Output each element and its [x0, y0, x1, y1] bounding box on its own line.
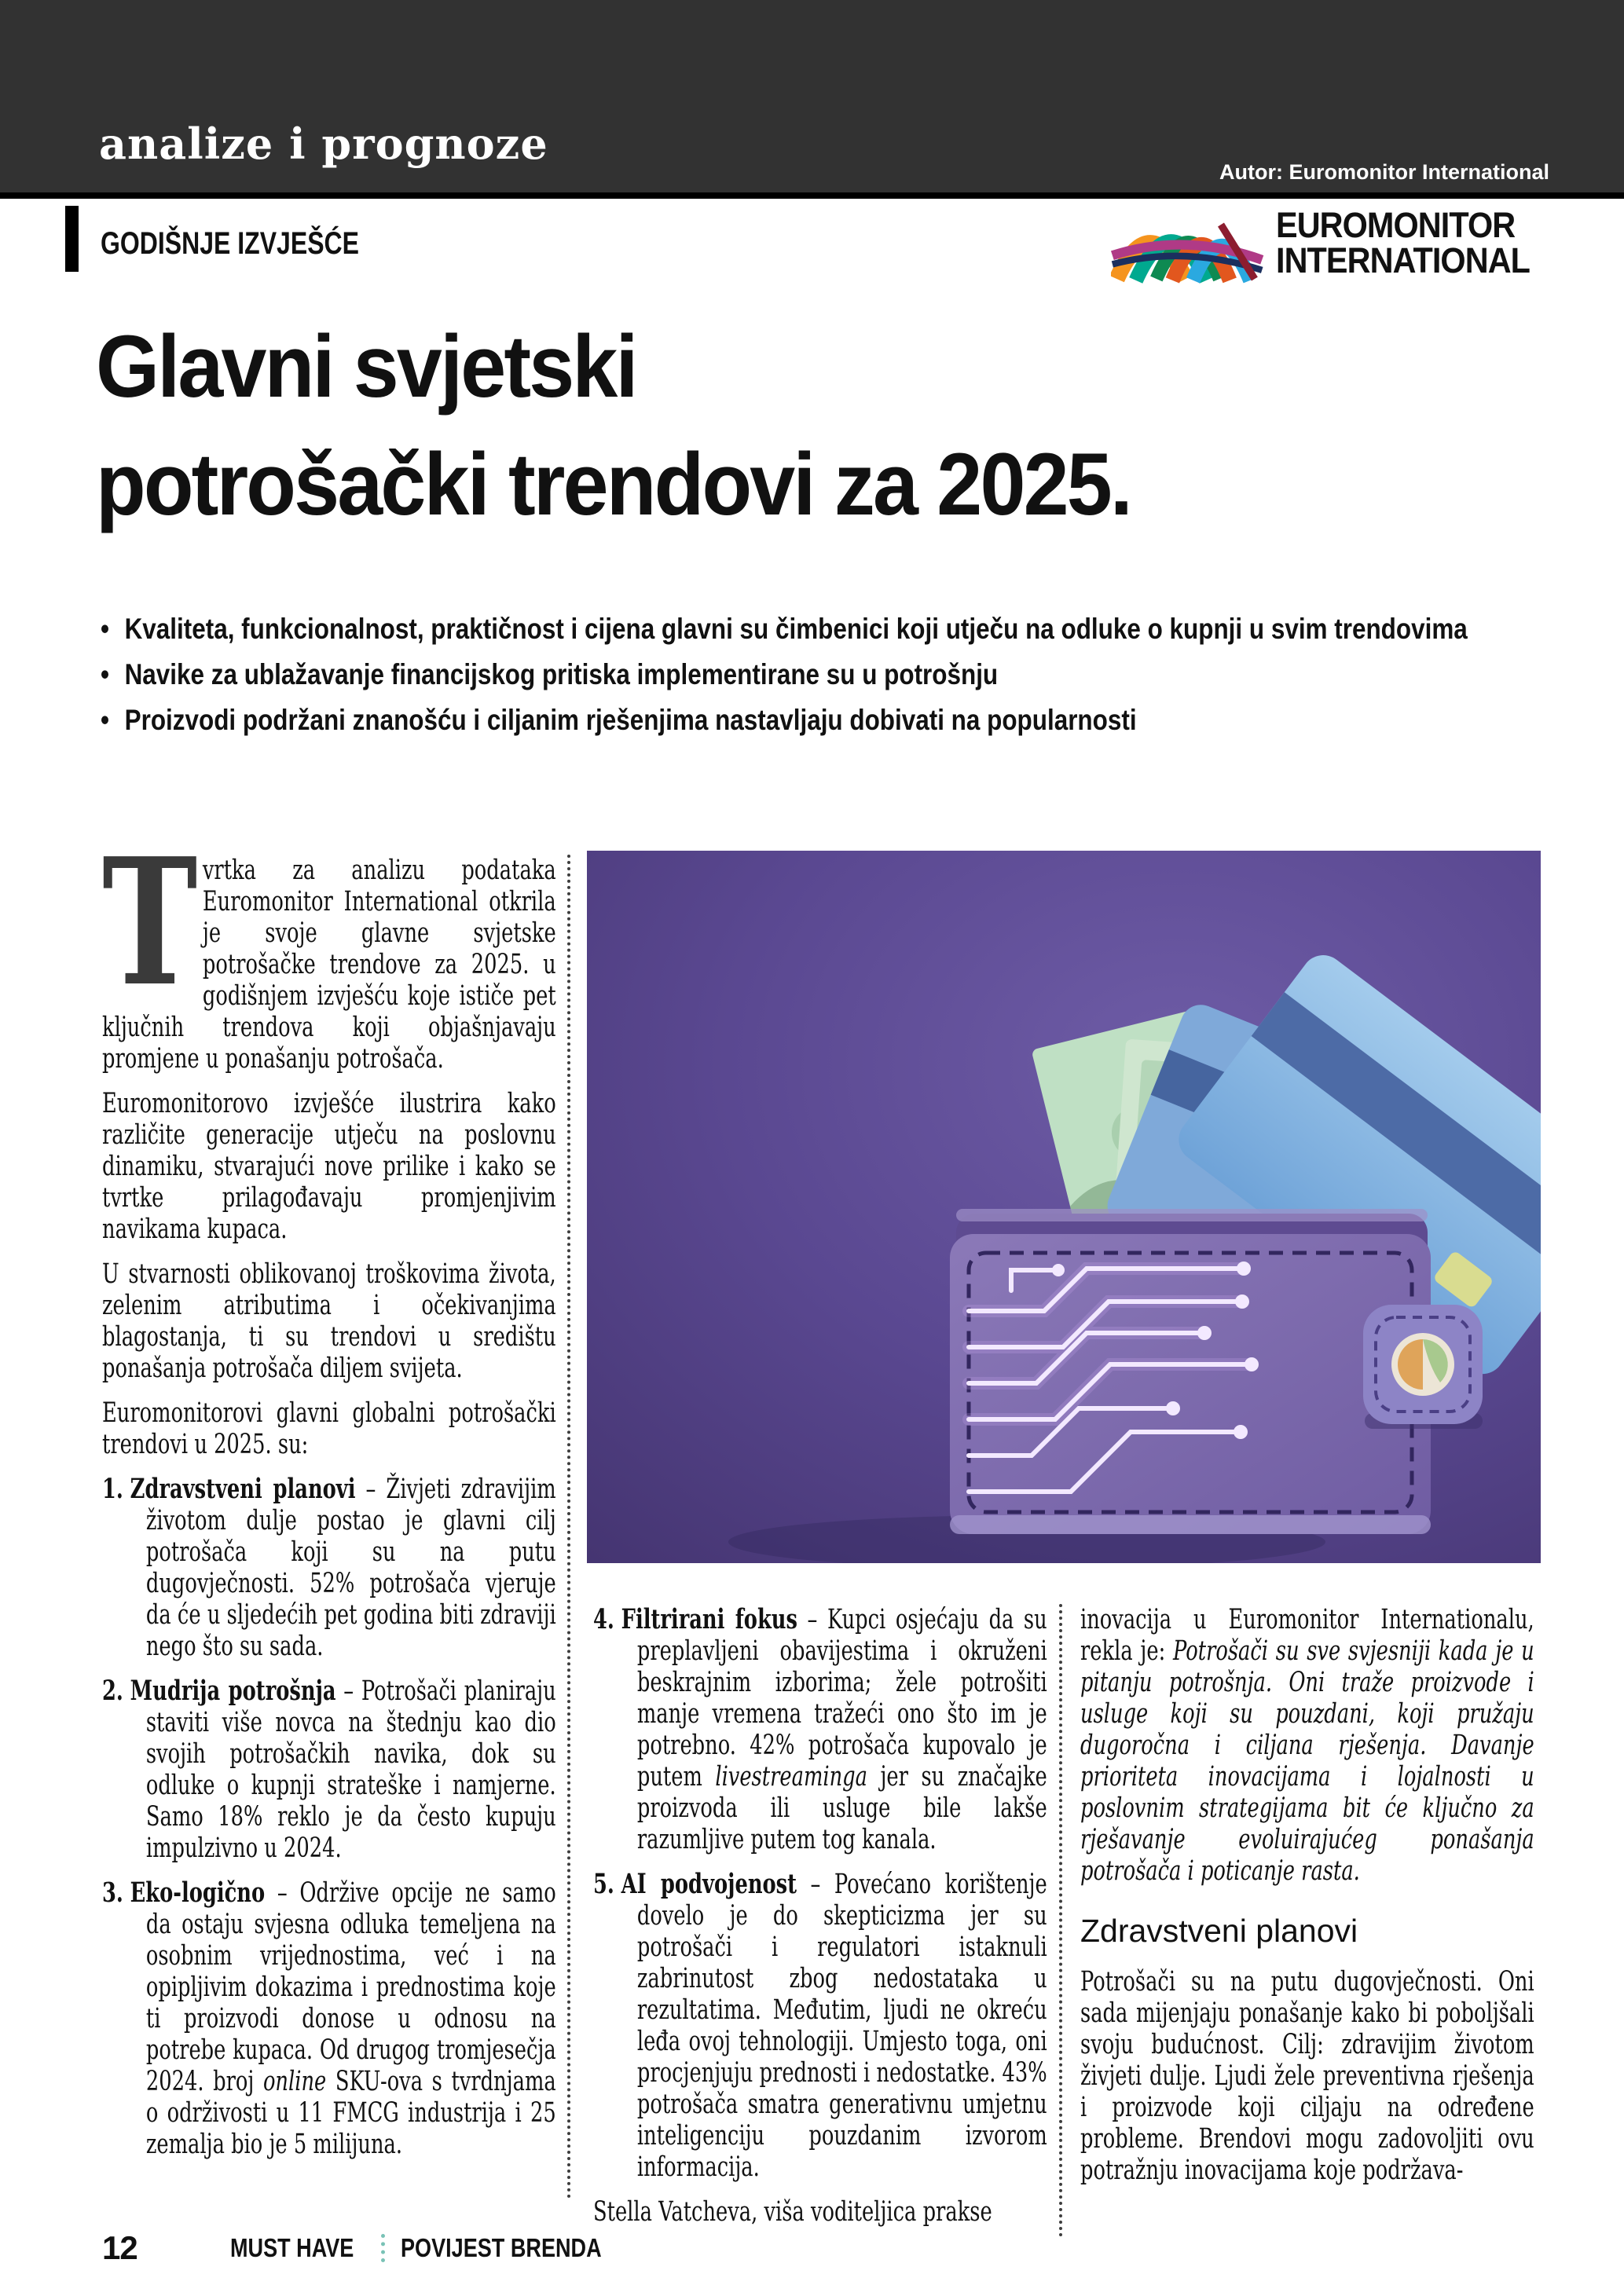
footer-section-name: POVIJEST BRENDA [400, 2233, 602, 2262]
bullet-icon: • [101, 658, 110, 690]
byline: Stella Vatcheva, viša voditeljica prakse [593, 2196, 992, 2228]
item-text: Živjeti zdravijim životom dulje postao je glavni cilj potrošača koji su na putu dugovječnosti. 52% potrošača vjeruje da će u sljedećih pet godina biti zdraviji nego što su sada. [145, 1474, 556, 1662]
article-column-2 [593, 1604, 1047, 2242]
item-number: 3. [102, 1877, 123, 1909]
trend-item-1 [102, 1474, 556, 1662]
author-credit: Autor: Euromonitor International [1219, 160, 1549, 184]
subheading-wrap [1080, 1915, 1534, 1949]
item-label: Filtrirani fokus [621, 1604, 797, 1635]
page-footer [102, 2229, 645, 2267]
footer-dotted-separator-icon [381, 2234, 385, 2262]
digital-wallet-illustration [587, 851, 1541, 1563]
item-text: SKU-ova s tvrdnjama o održivosti u 11 FMCG industrija i 25 zemalja bio je 5 milijuna. [145, 2066, 556, 2160]
euromonitor-logo [1111, 203, 1552, 283]
trend-item-3 [102, 1877, 556, 2160]
article-headline [96, 308, 1131, 544]
item-dash: – [355, 1474, 387, 1505]
headline-line2: potrošački trendovi za 2025. [96, 435, 1131, 533]
item-text: Potrošači planiraju staviti više novca na štednju kao dio svojih potrošačkih navika, dok su odluke o kupnji strateške i namjerne. Samo 18% reklo je da često kupuju impulzivno u 2024. [145, 1675, 556, 1864]
bullet-text: Kvaliteta, funkcionalnost, praktičnost i cijena glavni su čimbenici koji utječu na odluke o kupnji u svim trendovima [124, 613, 1468, 645]
paragraph-text: vrtka za analizu podataka Euromonitor International otkrila je svoje glavne svjetske potrošačke trendove za 2025. u godišnjem izvješću koje ističe pet ključnih trendova koji objašnjavaju promjene u ponašanju potrošača. [102, 855, 556, 1075]
item-number: 2. [102, 1675, 123, 1707]
paragraph-quote [1080, 1604, 1534, 1887]
trend-item-4 [593, 1604, 1047, 1855]
logo-line2: INTERNATIONAL [1275, 240, 1530, 280]
footer-magazine-name: MUST HAVE [229, 2233, 354, 2262]
quote-italic: Potrošači su sve svjesniji kada je u pitanju potrošnja. Oni traže proizvode i usluge koji su pouzdani, koji pružaju dugoročna i ciljana rješenja. Davanje prioriteta inovacijama i lojalnosti u poslovnim strategijama bit će ključno za rješavanje evoluirajućeg ponašanja potrošača i poticanje rasta. [1080, 1635, 1534, 1887]
euromonitor-arches-icon [1111, 203, 1265, 283]
bullet-icon: • [101, 613, 110, 645]
trend-item-2 [102, 1675, 556, 1864]
column-divider-2 [1059, 1604, 1062, 2237]
section-title: analize i prognoze [99, 119, 548, 169]
paragraph: Potrošači su na putu dugovječnosti. Oni sada mijenjaju ponašanje kako bi poboljšali svoju budućnost. Cilj: zdravijim životom živjeti dulje. Ljudi žele preventivna rješenja i proizvode koji ciljaju na određene probleme. Brendovi mogu zadovoljiti ovu potražnju inovacijama koje podržava- [1080, 1966, 1534, 2186]
bullet-item [101, 609, 1583, 650]
trend-item-5 [593, 1869, 1047, 2183]
article-column-1 [102, 855, 556, 2203]
quote-lead: inovacija u Euromonitor Internationalu, rekla je: [1080, 1604, 1534, 1667]
logo-line1: EUROMONITOR [1275, 205, 1516, 245]
column-divider-1 [567, 855, 570, 2199]
item-number: 5. [593, 1868, 614, 1900]
item-label: Eko-logično [130, 1877, 266, 1909]
paragraph-lead [102, 855, 556, 1075]
bullet-text: Proizvodi podržani znanošću i ciljanim rješenjima nastavljaju dobivati na popularnosti [124, 704, 1137, 736]
bullet-item [101, 654, 1583, 695]
item-dash: – [335, 1675, 361, 1707]
subheading: Zdravstveni planovi [1080, 1913, 1358, 1949]
item-dash: – [265, 1877, 300, 1909]
page-number: 12 [102, 2229, 137, 2266]
item-text: Povećano korištenje dovelo je do skepticizma jer su potrošači i regulatori istaknuli zabrinutost zbog nedostataka u rezultatima. Međutim, ljudi ne okreću leđa ovoj tehnologiji. Umjesto toga, oni procjenjuju prednosti i nedostatke. 43% potrošača smatra generativnu umjetnu inteligenciju pouzdanim izvorom informacija. [636, 1869, 1047, 2183]
kicker-label: GODIŠNJE IZVJEŠĆE [101, 226, 359, 261]
bullet-text: Navike za ublažavanje financijskog pritiska implementirane su u potrošnju [124, 658, 999, 690]
article-column-3 [1080, 1604, 1534, 2242]
item-dash: – [797, 1604, 827, 1635]
paragraph: Euromonitorovi glavni globalni potrošački trendovi u 2025. su: [102, 1397, 556, 1460]
bullet-item [101, 700, 1583, 741]
bullet-icon: • [101, 704, 110, 736]
top-band [0, 0, 1624, 199]
dropcap-letter: T [102, 855, 198, 1025]
summary-bullets [101, 609, 1583, 745]
item-number: 4. [593, 1604, 614, 1635]
item-label: AI podvojenost [621, 1868, 797, 1900]
item-dash: – [797, 1869, 834, 1900]
item-italic: online [262, 2066, 327, 2097]
paragraph: U stvarnosti oblikovanoj troškovima života, zelenim atributima i očekivanjima blagostanja, ti su trendovi u središtu ponašanja potrošača diljem svijeta. [102, 1258, 556, 1384]
item-label: Zdravstveni planovi [130, 1473, 356, 1505]
euromonitor-logo-text [1276, 207, 1530, 278]
kicker-accent-bar [65, 206, 79, 272]
item-number: 1. [102, 1473, 123, 1505]
item-text: jer su značajke proizvoda ili usluge bile lakše razumljive putem tog kanala. [636, 1761, 1047, 1855]
item-text: Održive opcije ne samo da ostaju svjesna odluka temeljena na osobnim vrijednostima, već i na opipljivim dokazima i prednostima koje ti proizvodi donose u odnosu na potrebe kupaca. Od drugog tromjesečja 2024. broj [145, 1877, 556, 2097]
headline-line1: Glavni svjetski [96, 317, 636, 416]
item-italic: livestreaminga [715, 1761, 867, 1792]
item-text: Kupci osjećaju da su preplavljeni obavijestima i okruženi beskrajnim izborima; žele potrošiti manje vremena tražeći ono što im je potrebno. 42% potrošača kupovalo je putem [636, 1604, 1047, 1792]
paragraph: Euromonitorovo izvješće ilustrira kako različite generacije utječu na poslovnu dinamiku, stvarajući nove prilike i kako se tvrtke prilagođavaju promjenjivim navikama kupaca. [102, 1088, 556, 1245]
item-label: Mudrija potrošnja [130, 1675, 336, 1707]
